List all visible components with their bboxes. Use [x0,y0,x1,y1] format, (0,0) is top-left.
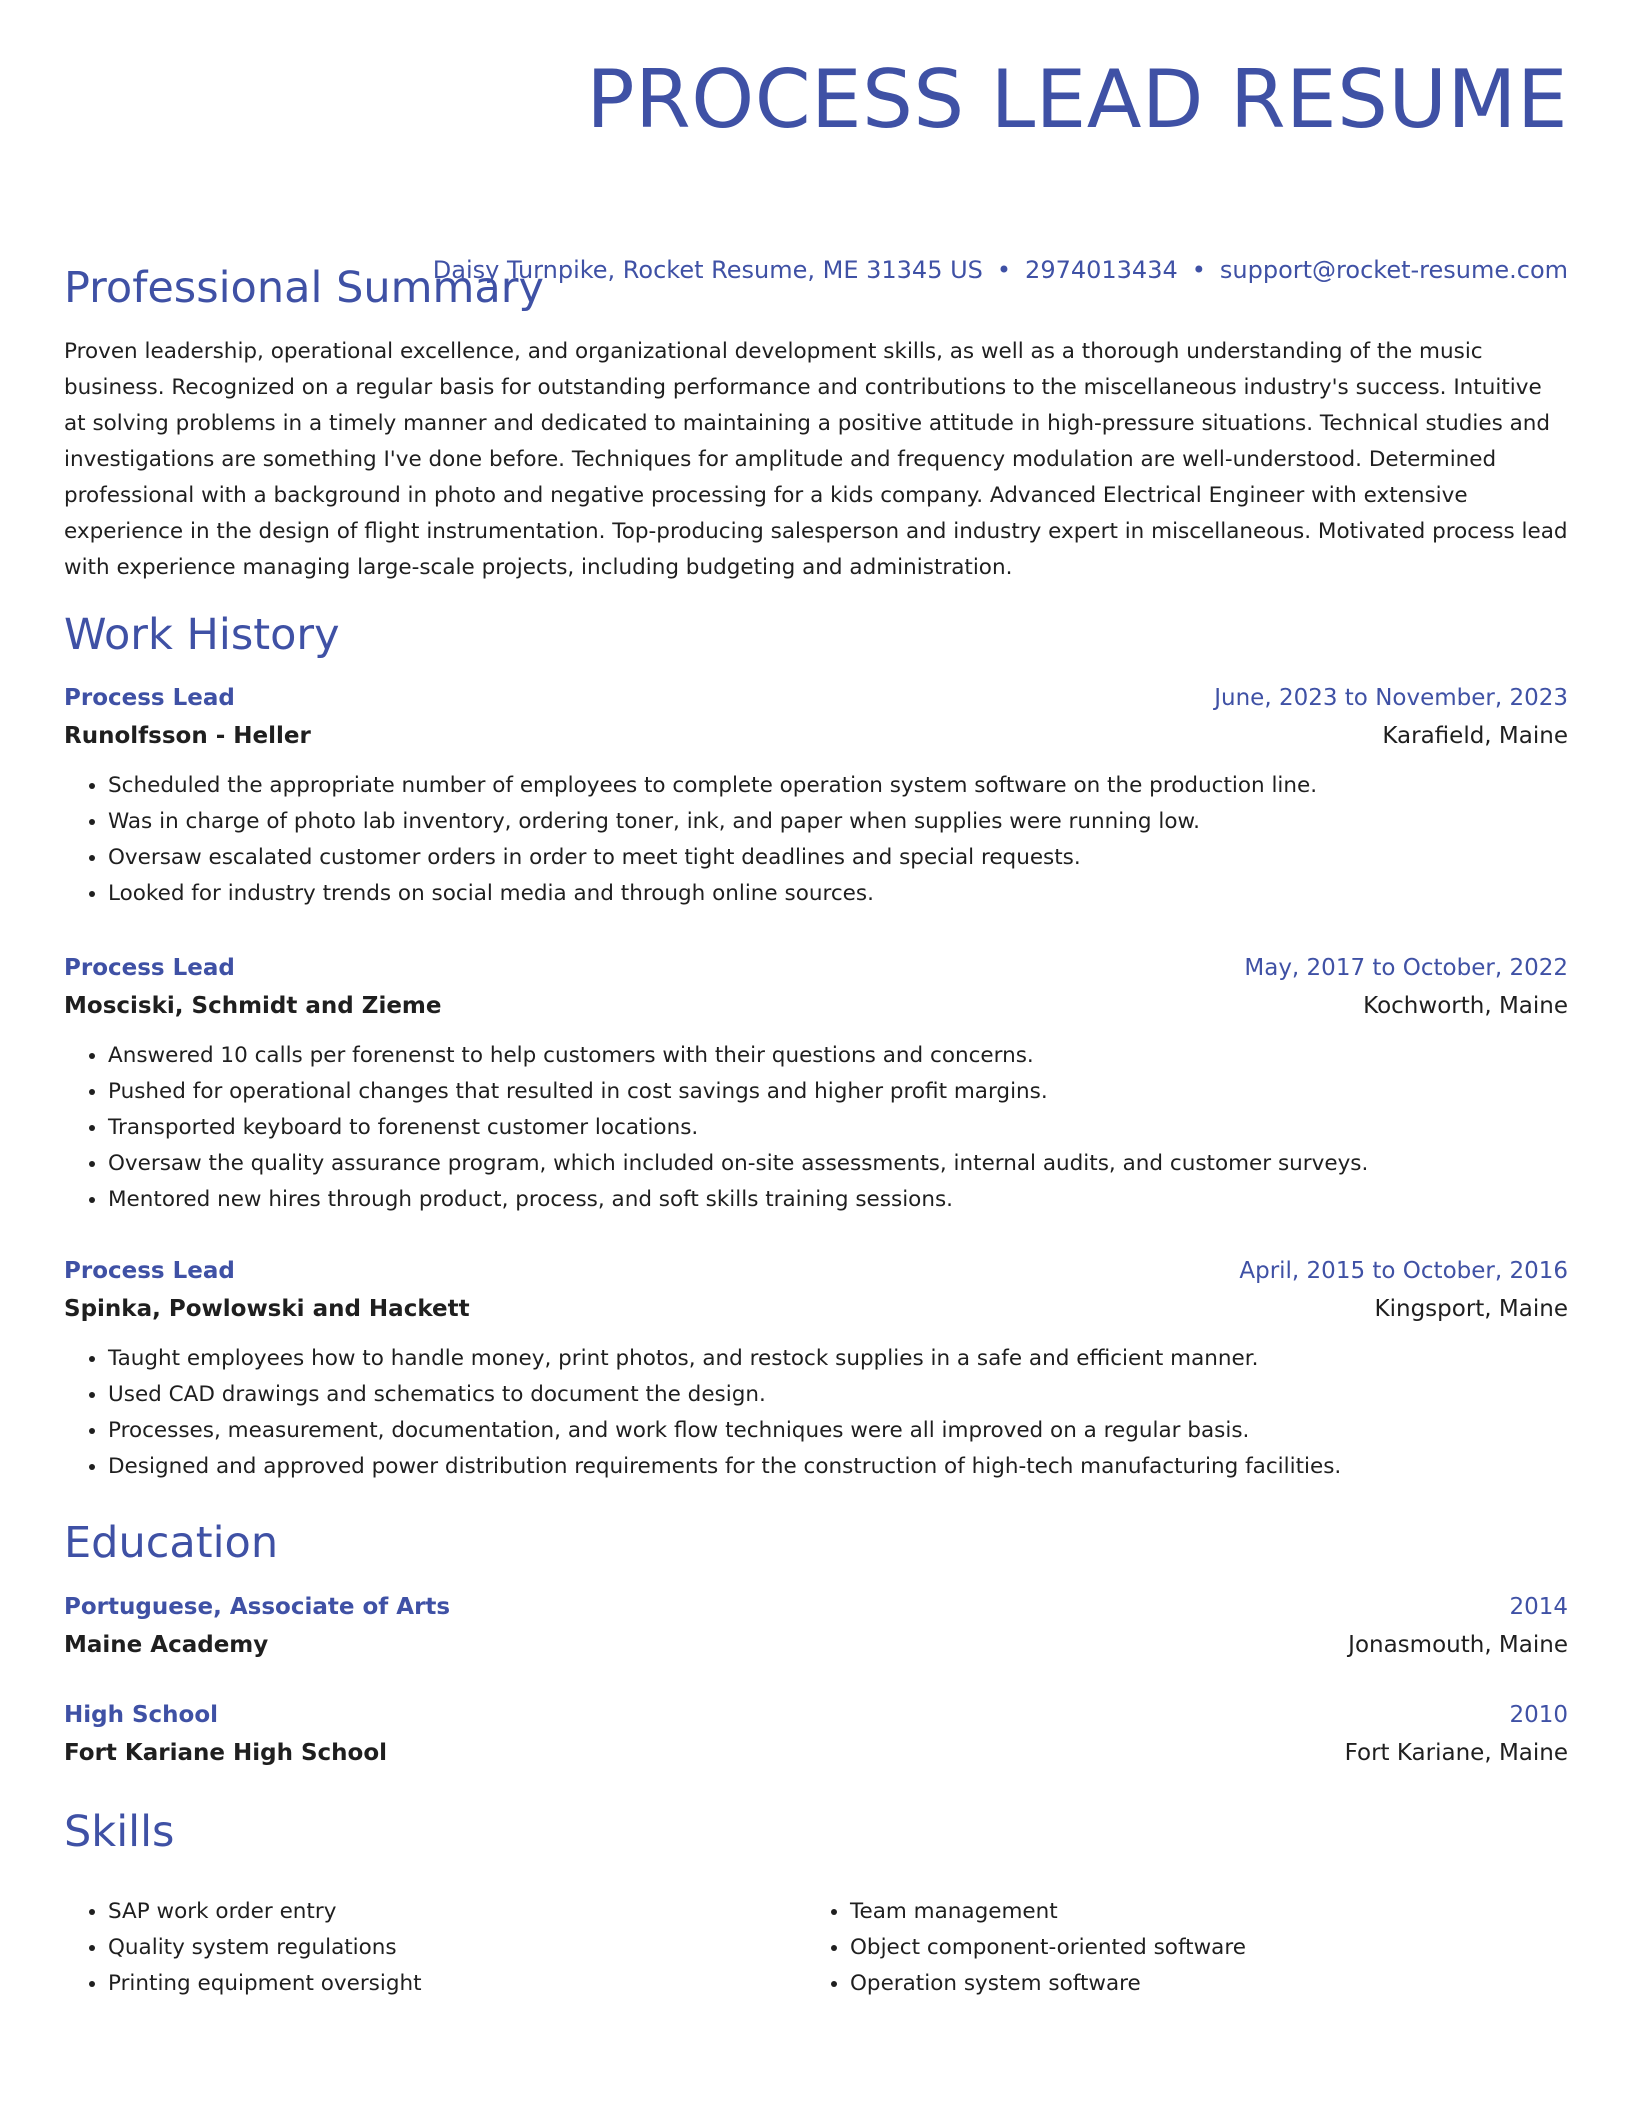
job-subheader [64,716,1568,756]
education-year: 2010 [1509,1702,1568,1728]
job-bullet: • Pushed for operational changes that resulted in cost savings and higher profit margins. [108,1074,1568,1110]
education-subheader [64,1733,1568,1773]
job-bullets [64,768,1568,912]
job-bullet: • Designed and approved power distribution requirements for the construction of high-tech manufacturing facilities. [108,1449,1568,1485]
summary-heading: Professional Summary [64,263,544,313]
job-entry [64,1253,1568,1485]
job-location: Kingsport, Maine [1374,1296,1568,1322]
job-header [64,950,1568,986]
job-bullet: • Mentored new hires through product, process, and soft skills training sessions. [108,1182,1568,1218]
job-bullets [64,1341,1568,1485]
education-degree: Portuguese, Associate of Arts [64,1594,451,1620]
education-subheader [64,1625,1568,1665]
skill-item: • Printing equipment oversight [108,1966,806,2002]
education-degree: High School [64,1702,219,1728]
job-header [64,680,1568,716]
skills-column-left [64,1894,806,2002]
job-entry [64,680,1568,912]
job-dates: June, 2023 to November, 2023 [1214,685,1568,711]
contact-line [433,255,1568,285]
job-bullets [64,1038,1568,1218]
job-entry [64,950,1568,1218]
job-company: Spinka, Powlowski and Hackett [64,1296,470,1322]
summary-text: Proven leadership, operational excellence, and organizational development skills, as well as a thorough understanding of the music business. Recognized on a regular basis for outstanding performance and contributions to the miscellaneous industry's success. Intuitive at solving problems in a timely manner and dedicated to maintaining a positive attitude in high-pressure situations. Technical studies and investigations are something I've done before. Techniques for amplitude and frequency modulation are well-understood. Determined professional with a background in photo and negative processing for a kids company. Advanced Electrical Engineer with extensive experience in the design of flight instrumentation. Top-producing salesperson and industry expert in miscellaneous. Motivated process lead with experience managing large-scale projects, including budgeting and administration. [64,339,1568,580]
job-bullet: • Transported keyboard to forenenst customer locations. [108,1110,1568,1146]
job-location: Karafield, Maine [1382,723,1568,749]
job-subheader [64,986,1568,1026]
education-school: Fort Kariane High School [64,1740,388,1766]
job-dates: May, 2017 to October, 2022 [1244,955,1568,981]
job-bullet: • Answered 10 calls per forenenst to help customers with their questions and concerns. [108,1038,1568,1074]
job-bullet: • Looked for industry trends on social media and through online sources. [108,876,1568,912]
contact-phone: 2974013434 [1025,256,1178,284]
education-header [64,1589,1568,1625]
skills-heading: Skills [64,1807,175,1857]
education-school: Maine Academy [64,1632,269,1658]
job-bullet: • Scheduled the appropriate number of employees to complete operation system software on the production line. [108,768,1568,804]
job-bullet: • Oversaw the quality assurance program, which included on-site assessments, internal audits, and customer surveys. [108,1146,1568,1182]
education-header [64,1697,1568,1733]
education-entry [64,1697,1568,1773]
job-dates: April, 2015 to October, 2016 [1239,1258,1568,1284]
job-company: Mosciski, Schmidt and Zieme [64,993,442,1019]
job-location: Kochworth, Maine [1363,993,1568,1019]
skills-list [64,1894,1568,2002]
skill-item: • Quality system regulations [108,1930,806,1966]
job-title: Process Lead [64,1258,235,1284]
education-location: Jonasmouth, Maine [1348,1632,1568,1658]
job-bullet: • Used CAD drawings and schematics to document the design. [108,1377,1568,1413]
job-subheader [64,1289,1568,1329]
job-bullet: • Processes, measurement, documentation, and work flow techniques were all improved on a regular basis. [108,1413,1568,1449]
contact-address: Daisy Turnpike, Rocket Resume, ME 31345 US [432,256,983,284]
job-bullet: • Taught employees how to handle money, print photos, and restock supplies in a safe and efficient manner. [108,1341,1568,1377]
job-title: Process Lead [64,955,235,981]
work-history-heading: Work History [64,610,340,660]
resume-title: PROCESS LEAD RESUME [586,53,1568,146]
education-entry [64,1589,1568,1665]
job-header [64,1253,1568,1289]
contact-separator: • [1191,256,1206,284]
job-bullet: • Was in charge of photo lab inventory, ordering toner, ink, and paper when supplies were running low. [108,804,1568,840]
job-bullet: • Oversaw escalated customer orders in order to meet tight deadlines and special requests. [108,840,1568,876]
skill-item: • SAP work order entry [108,1894,806,1930]
contact-email[interactable]: support@rocket-resume.com [1219,256,1568,284]
education-heading: Education [64,1518,279,1568]
contact-separator: • [996,256,1012,284]
skill-item: • Operation system software [850,1966,1548,2002]
education-location: Fort Kariane, Maine [1344,1740,1568,1766]
skill-item: • Object component-oriented software [850,1930,1548,1966]
job-title: Process Lead [64,685,235,711]
education-year: 2014 [1509,1594,1568,1620]
skills-column-right [806,1894,1548,2002]
skill-item: • Team management [850,1894,1548,1930]
job-company: Runolfsson - Heller [64,723,311,749]
